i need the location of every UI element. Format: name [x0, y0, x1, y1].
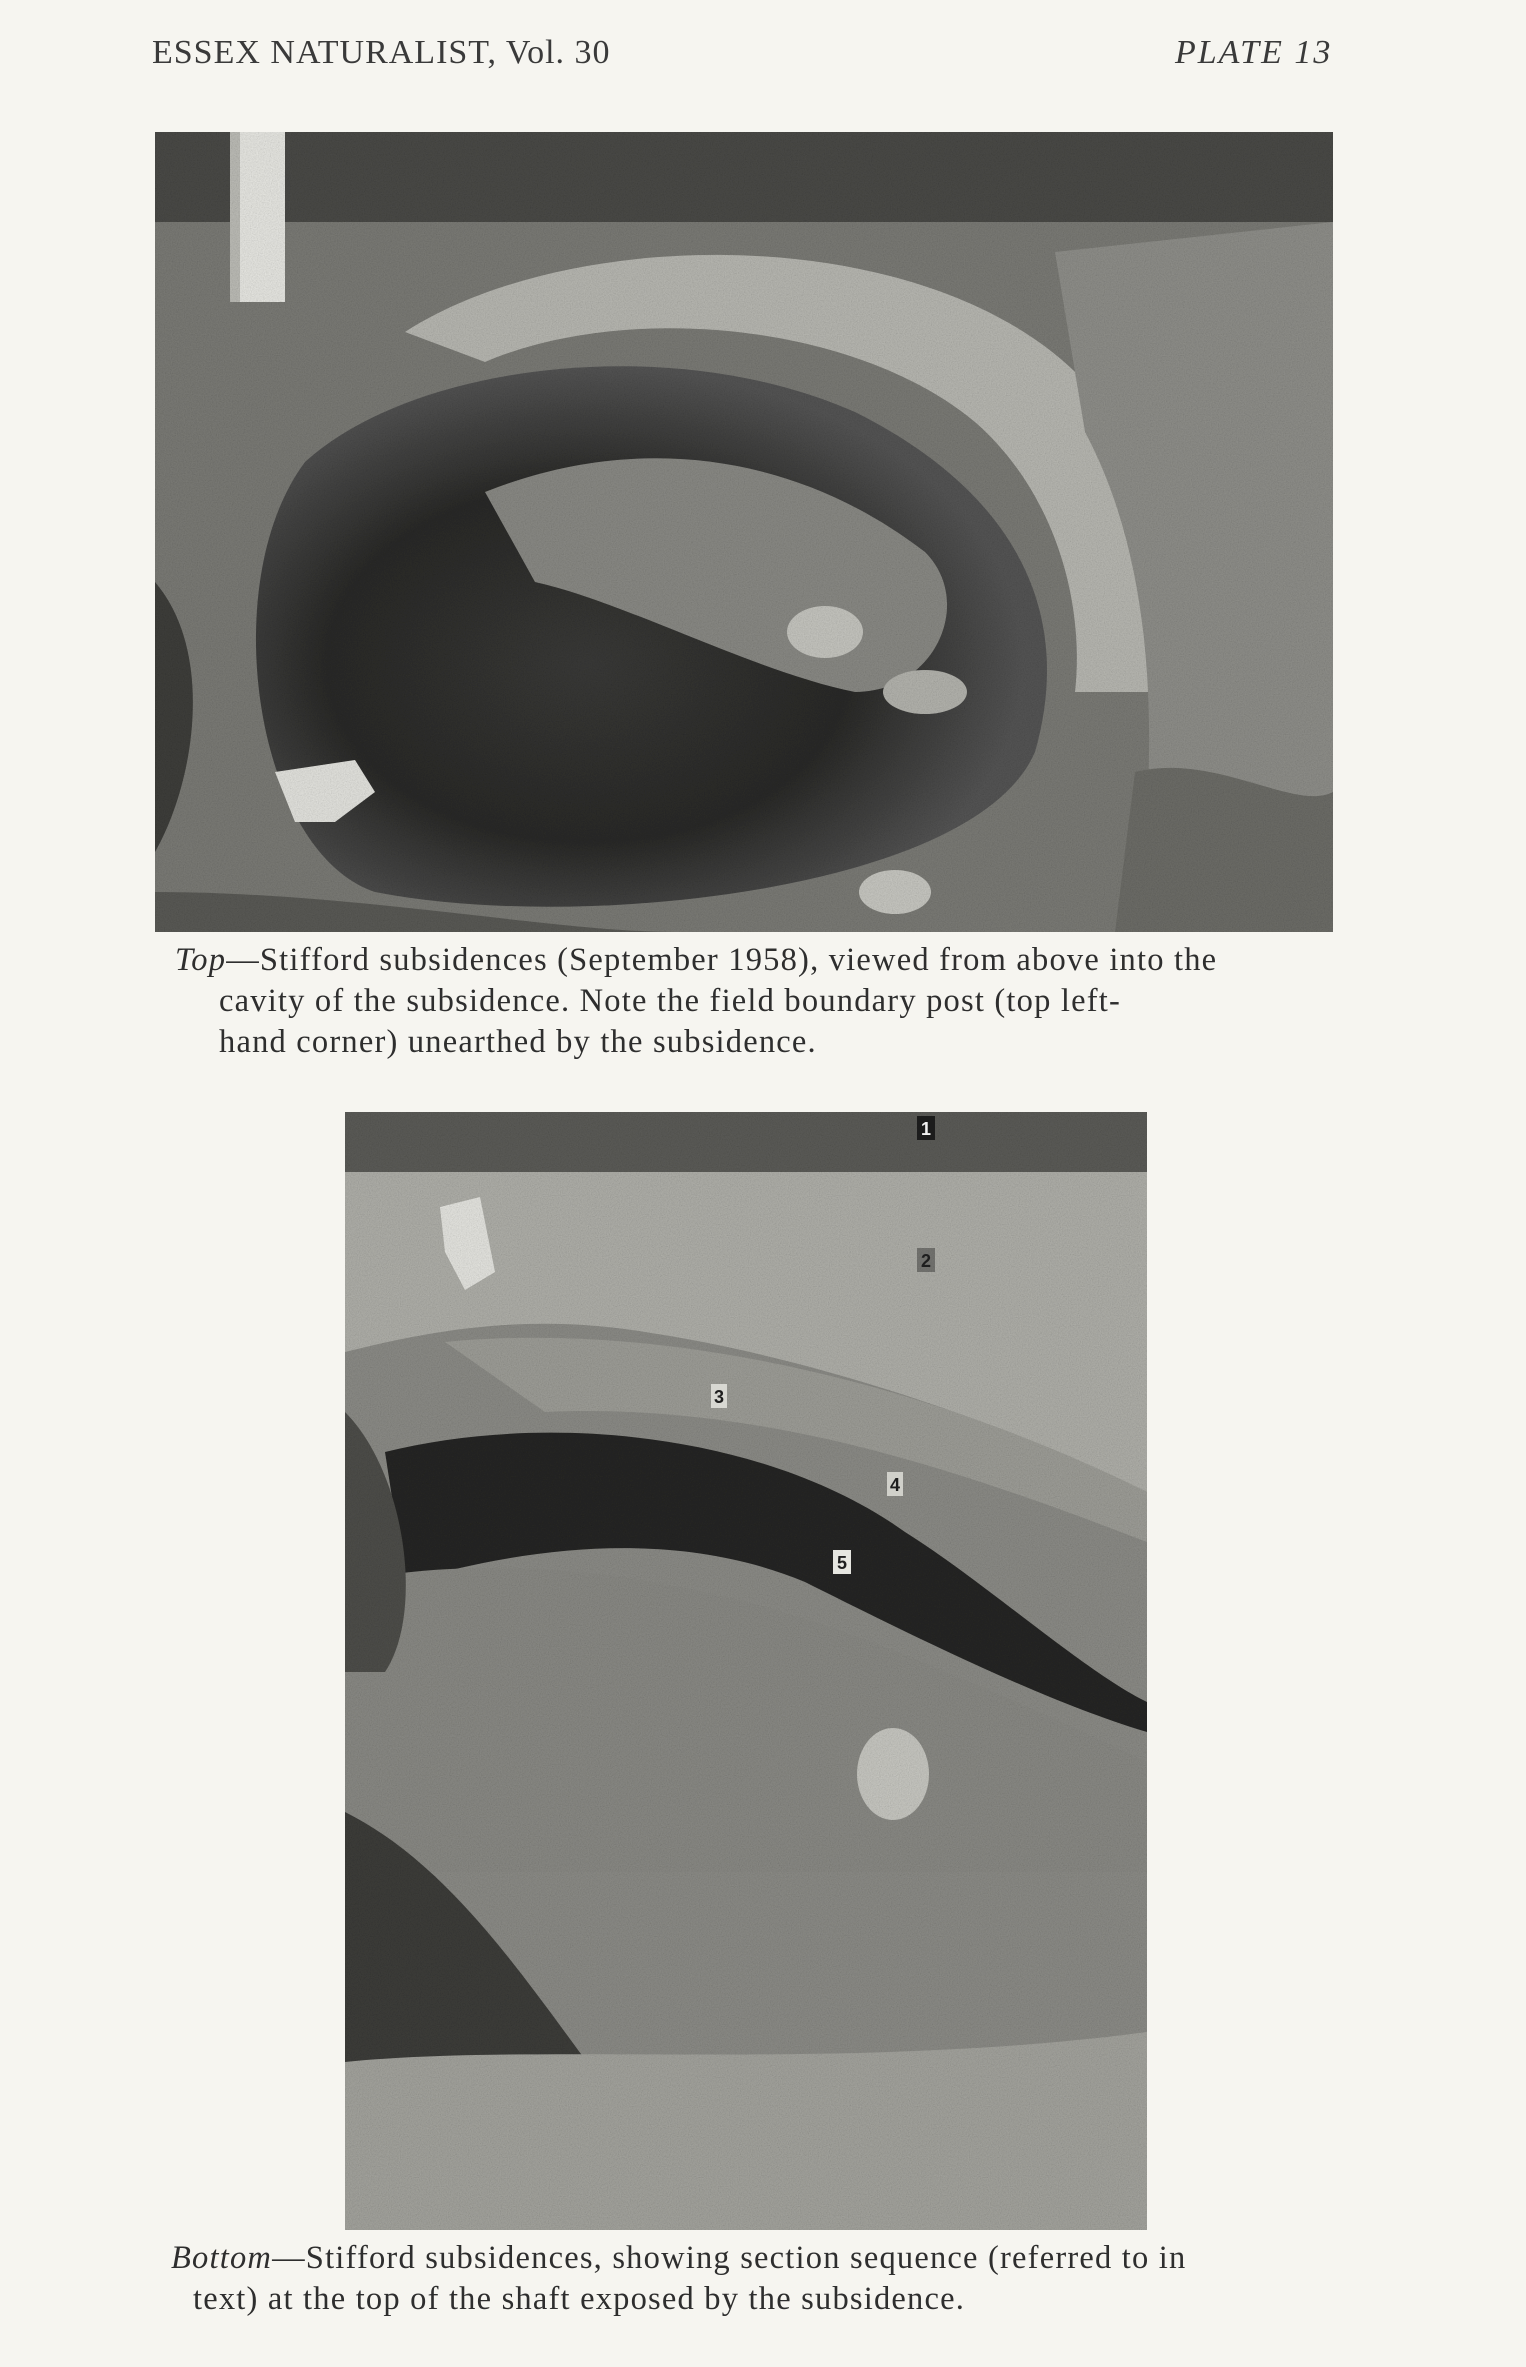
caption-text: text) at the top of the shaft exposed by the subsidence.: [193, 2281, 966, 2317]
caption-text: cavity of the subsidence. Note the field boundary post (top left-: [219, 983, 1122, 1019]
running-header: ESSEX NATURALIST, Vol. 30: [152, 34, 611, 71]
section-marker-3: 3: [714, 1387, 725, 1407]
caption-lead: Top: [175, 942, 227, 978]
caption-text: hand corner) unearthed by the subsidence.: [219, 1024, 817, 1060]
plate-number: PLATE 13: [1175, 34, 1333, 71]
section-marker-4: 4: [890, 1475, 901, 1495]
bottom-photo-caption: [171, 2238, 1361, 2320]
top-photo-caption: [175, 940, 1365, 1063]
section-marker-5: 5: [837, 1553, 848, 1573]
section-marker-2: 2: [921, 1251, 932, 1271]
caption-text: —Stifford subsidences (September 1958), viewed from above into the: [226, 942, 1218, 978]
caption-text: —Stifford subsidences, showing section sequence (referred to in: [272, 2240, 1187, 2276]
caption-lead: Bottom: [171, 2240, 273, 2276]
bottom-photograph: [345, 1112, 1147, 2230]
top-photograph: [155, 132, 1333, 932]
section-marker-1: 1: [921, 1119, 932, 1139]
